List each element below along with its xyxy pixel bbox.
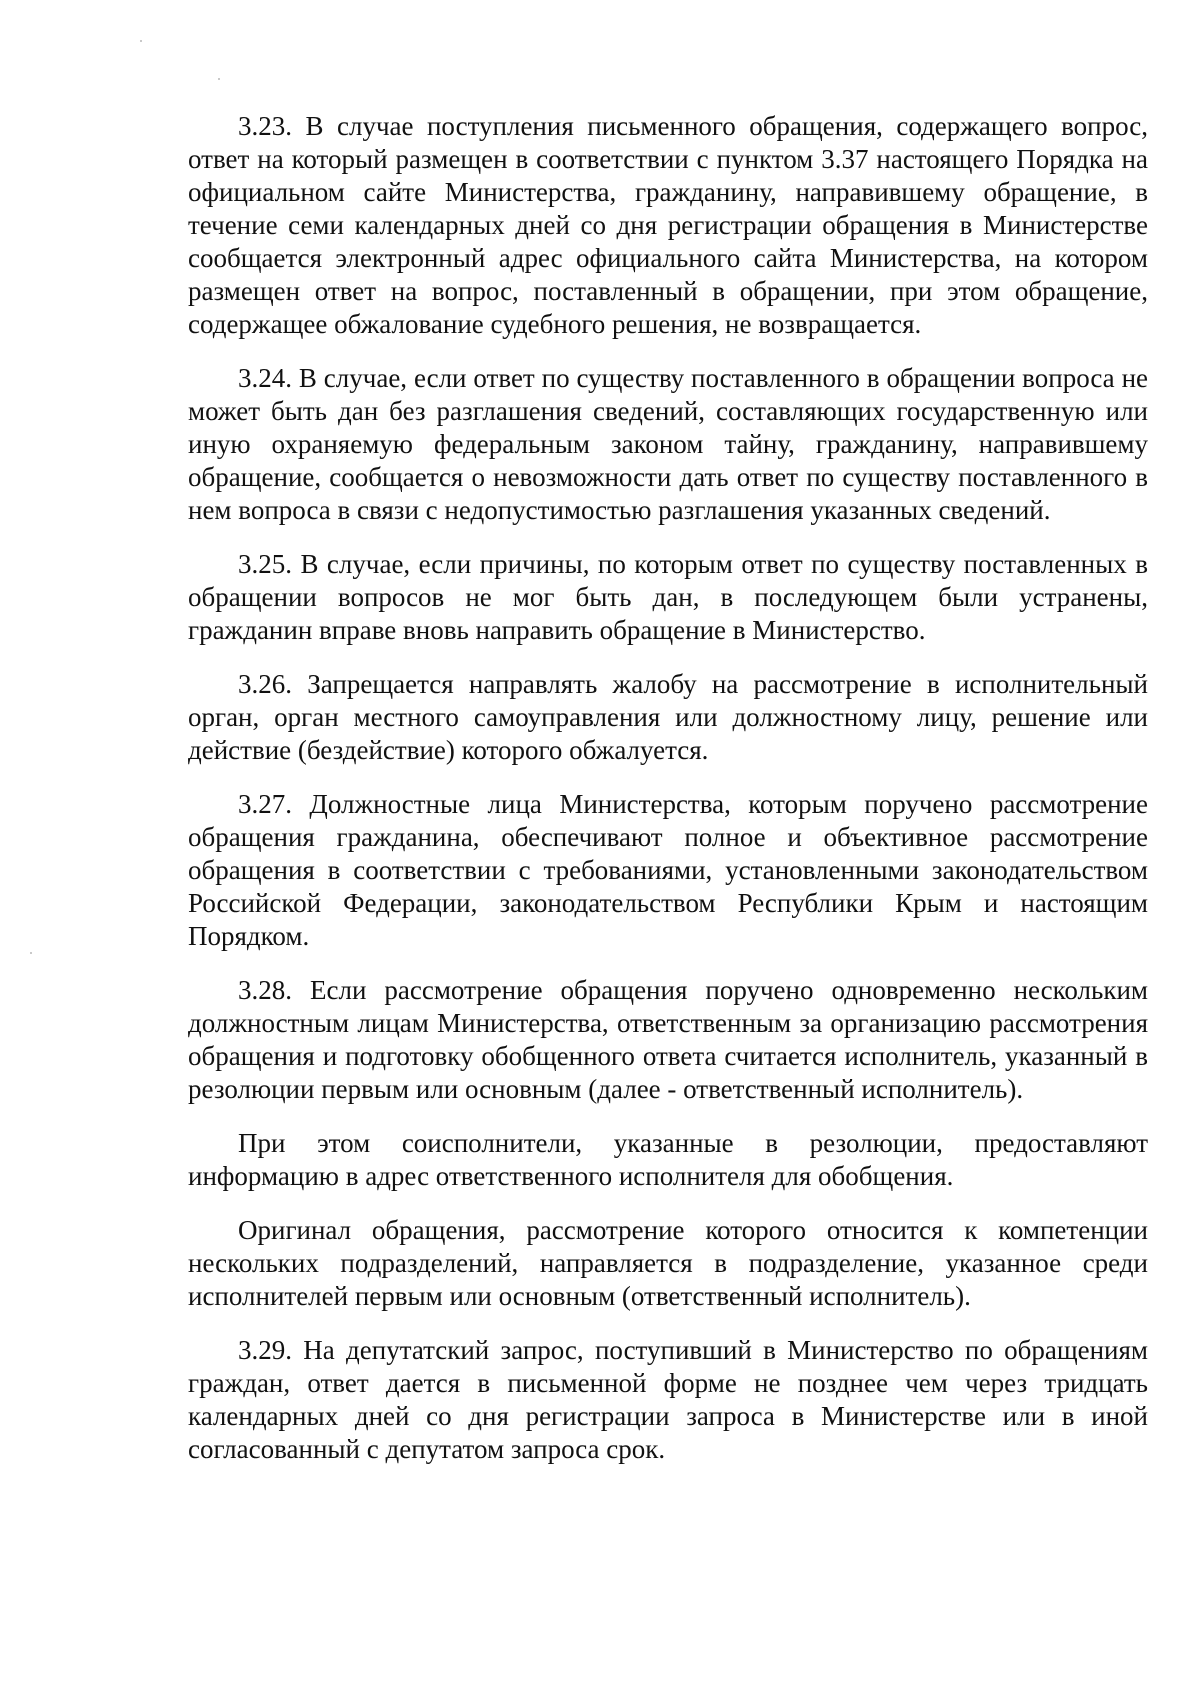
paragraph-3-28: 3.28. Если рассмотрение обращения поручено одновременно нескольким должностным лицам Министерства, ответственным за организацию рассмотрения обращения и подготовку обобщенного ответа считается исполнитель, указанный в резолюции первым или основным (далее - ответственный исполнитель). — [188, 975, 1148, 1104]
scan-speck — [30, 952, 32, 954]
paragraph-3-29: 3.29. На депутатский запрос, поступивший в Министерство по обращениям граждан, ответ дается в письменной форме не позднее чем через тридцать календарных дней со дня регистрации запроса в Министерстве или в иной согласованный с депутатом запроса срок. — [188, 1335, 1148, 1464]
paragraph-3-26: 3.26. Запрещается направлять жалобу на рассмотрение в исполнительный орган, орган местного самоуправления или должностному лицу, решение или действие (бездействие) которого обжалуется. — [188, 669, 1148, 765]
paragraph-coexecutors: При этом соисполнители, указанные в резолюции, предоставляют информацию в адрес ответственного исполнителя для обобщения. — [188, 1128, 1148, 1191]
document-body — [188, 110, 1148, 1466]
paragraph-3-25: 3.25. В случае, если причины, по которым ответ по существу поставленных в обращении вопросов не мог быть дан, в последующем были устранены, гражданин вправе вновь направить обращение в Министерство. — [188, 549, 1148, 645]
paragraph-3-24: 3.24. В случае, если ответ по существу поставленного в обращении вопроса не может быть дан без разглашения сведений, составляющих государственную или иную охраняемую федеральным законом тайну, гражданину, направившему обращение, сообщается о невозможности дать ответ по существу поставленного в нем вопроса в связи с недопустимостью разглашения указанных сведений. — [188, 363, 1148, 525]
scan-speck — [218, 78, 220, 80]
paragraph-3-27: 3.27. Должностные лица Министерства, которым поручено рассмотрение обращения гражданина, обеспечивают полное и объективное рассмотрение обращения в соответствии с требованиями, установленными законодательством Российской Федерации, законодательством Республики Крым и настоящим Порядком. — [188, 789, 1148, 951]
paragraph-original: Оригинал обращения, рассмотрение которого относится к компетенции нескольких подразделений, направляется в подразделение, указанное среди исполнителей первым или основным (ответственный исполнитель). — [188, 1215, 1148, 1311]
scan-speck — [140, 40, 142, 42]
paragraph-3-23: 3.23. В случае поступления письменного обращения, содержащего вопрос, ответ на который размещен в соответствии с пунктом 3.37 настоящего Порядка на официальном сайте Министерства, гражданину, направившему обращение, в течение семи календарных дней со дня регистрации обращения в Министерстве сообщается электронный адрес официального сайта Министерства, на котором размещен ответ на вопрос, поставленный в обращении, при этом обращение, содержащее обжалование судебного решения, не возвращается. — [188, 111, 1148, 339]
